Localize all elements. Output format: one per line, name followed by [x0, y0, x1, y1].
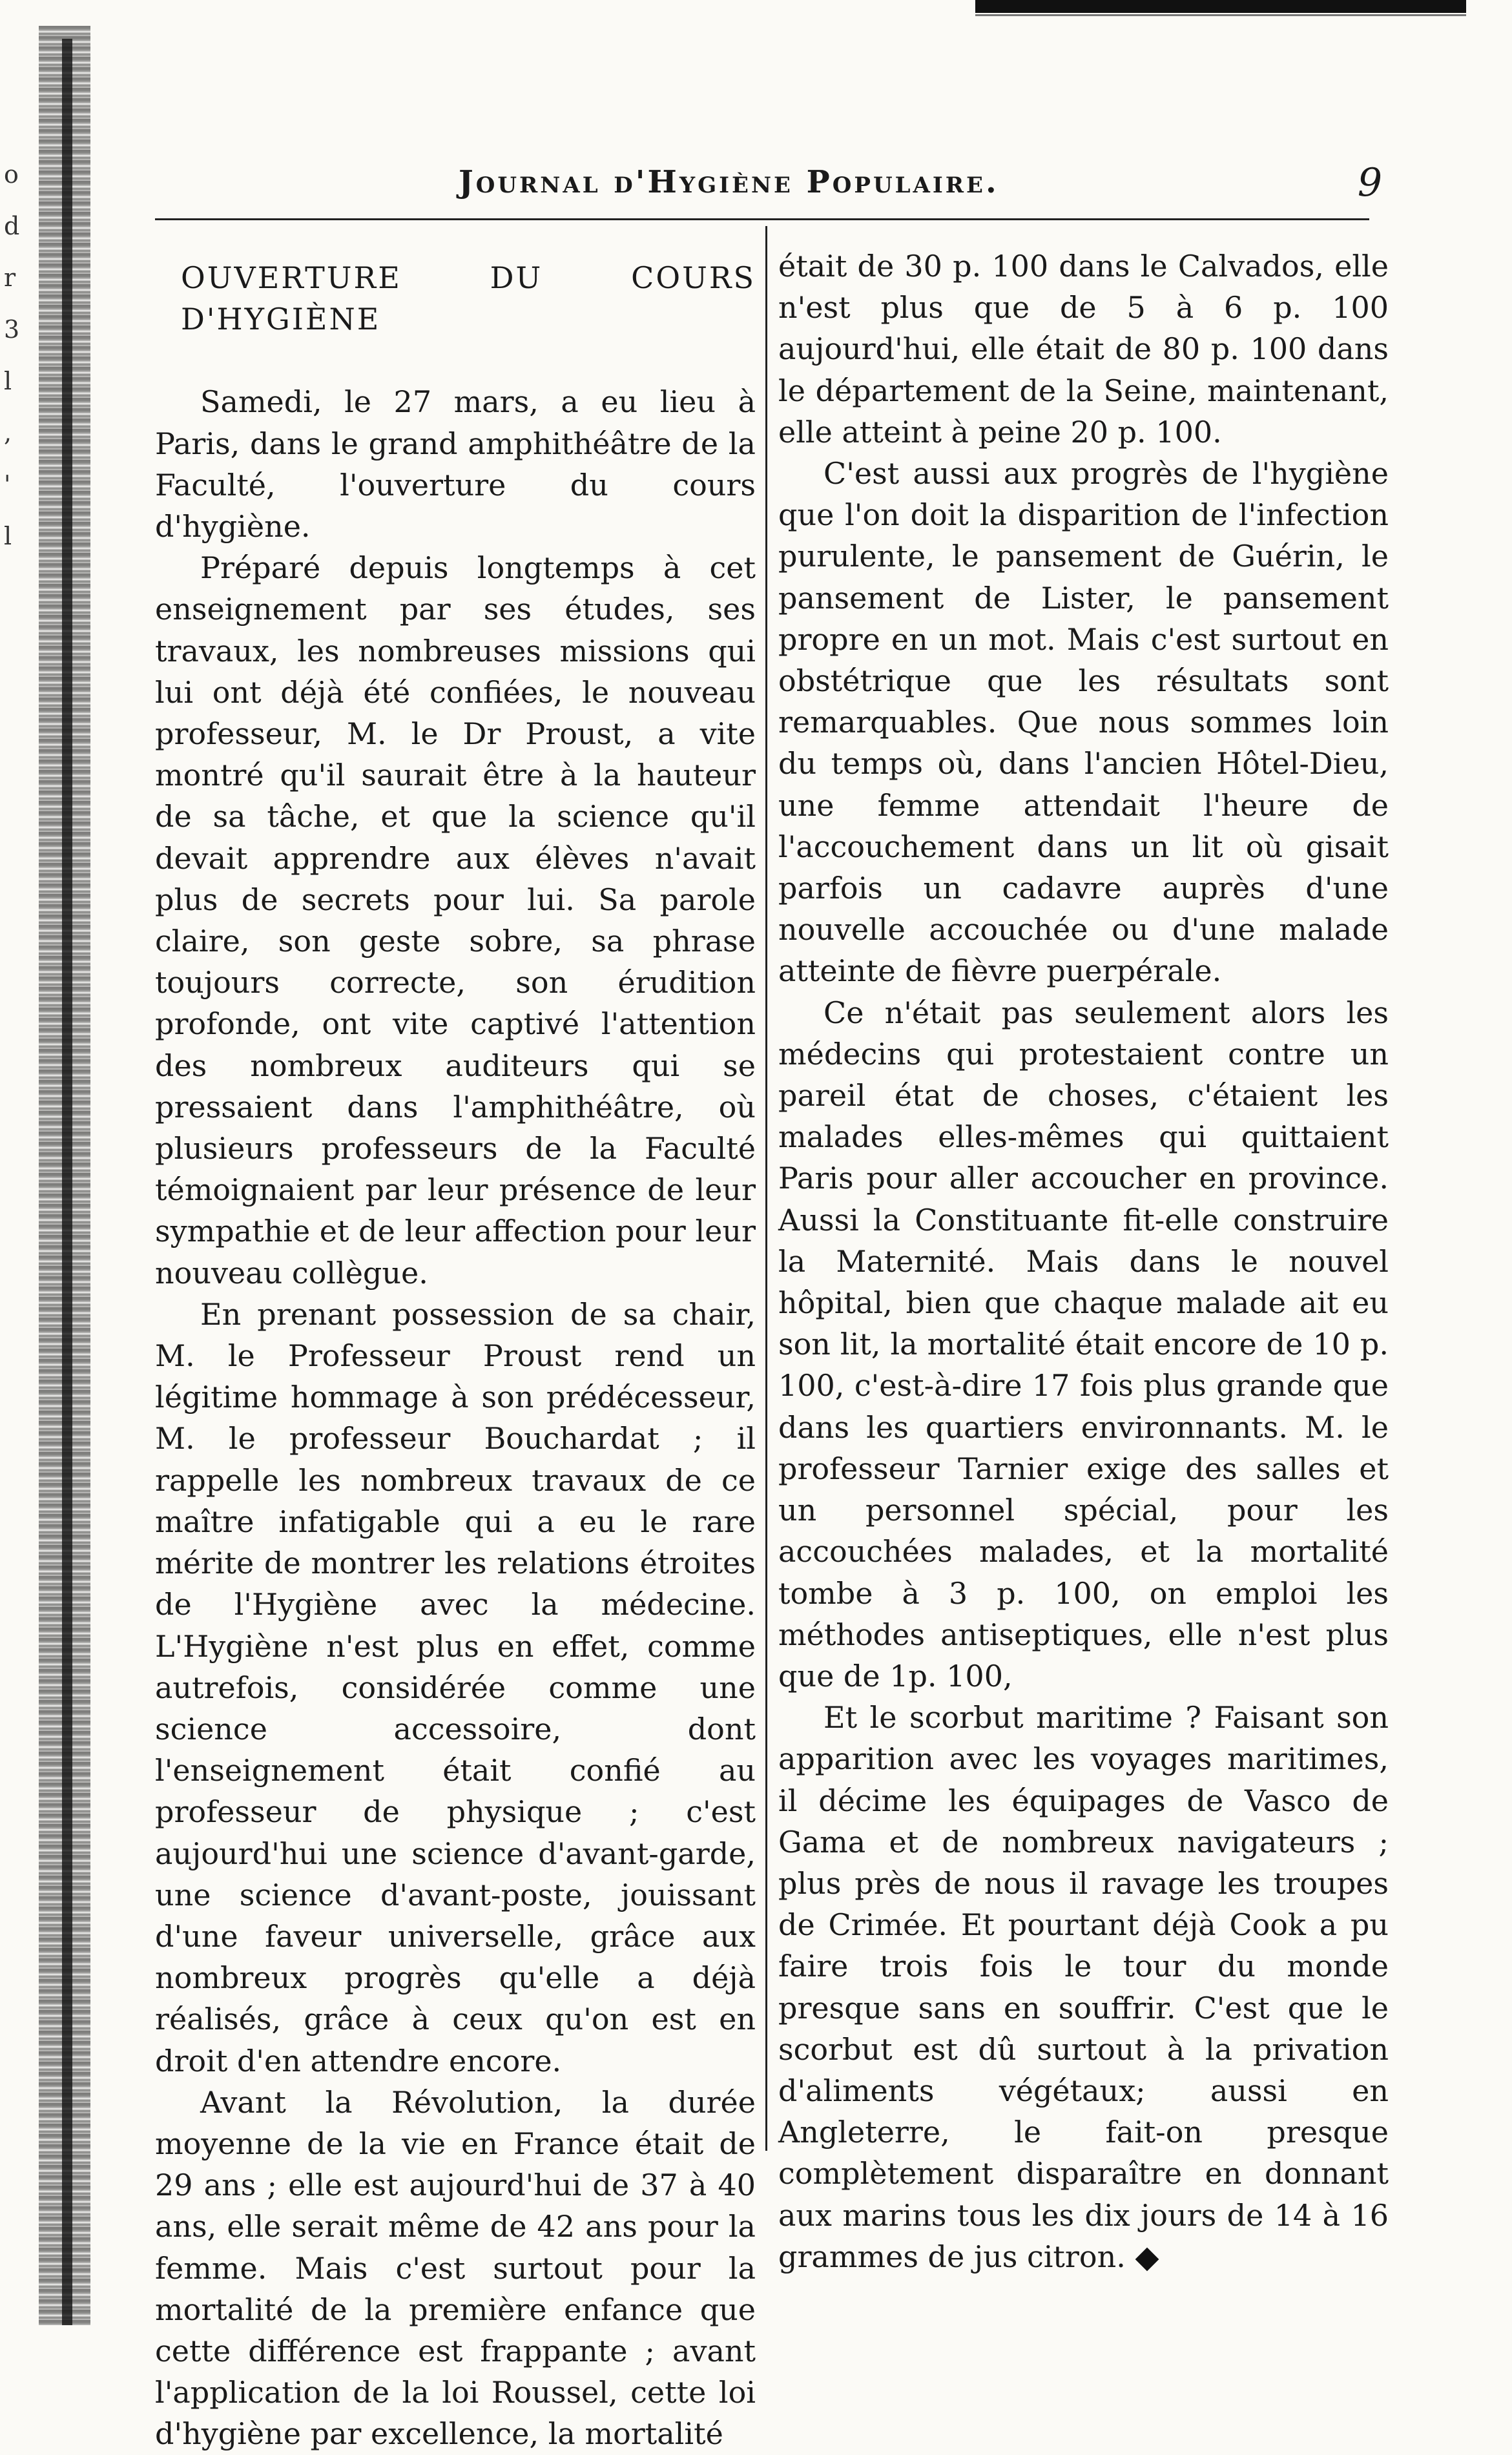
running-header [174, 160, 1389, 212]
paragraph: En prenant possession de sa chair, M. le Professeur Proust rend un légitime hommage à son prédécesseur, M. le professeur Bouchardat ; il rappelle les nombreux travaux de ce maître infatigable qui a eu le rare mérite de montrer les relations étroites de l'Hygiène avec la médecine. L'Hygiène n'est plus en effet, comme autrefois, considérée comme une science accessoire, dont l'enseignement était confié au professeur de physique ; c'est aujourd'hui une science d'avant-garde, une science d'avant-poste, jouissant d'une faveur universelle, grâce aux nombreux progrès qu'elle a déjà réalisés, grâce à ceux qu'on est en droit d'en attendre encore. [155, 1296, 756, 2078]
margin-mark: o [4, 160, 19, 189]
end-of-article-icon [1135, 2247, 1159, 2271]
right-column [778, 245, 1389, 2277]
scan-top-bar [975, 0, 1466, 13]
margin-mark: d [4, 212, 20, 240]
margin-mark: r [4, 264, 16, 292]
binding-edge-line [62, 39, 72, 2325]
header-rule [155, 218, 1369, 220]
margin-mark: l [4, 367, 12, 395]
paragraph-continuation: était de 30 p. 100 dans le Calvados, elle n'est plus que de 5 à 6 p. 100 aujourd'hui, elle était de 80 p. 100 dans le département de la Seine, maintenant, elle atteint à peine 20 p. 100. [778, 249, 1389, 450]
journal-title: Journal d'Hygiène Populaire. [459, 164, 999, 200]
paragraph: Samedi, le 27 mars, a eu lieu à Paris, dans le grand amphithéâtre de la Faculté, l'ouverture du cours d'hygiène. [155, 384, 756, 544]
margin-marks [4, 149, 19, 562]
column-divider [765, 226, 767, 2151]
paragraph: Préparé depuis longtemps à cet enseignement par ses études, ses travaux, les nombreuses missions qui lui ont déjà été confiées, le nouveau professeur, M. le Dr Proust, a vite montré qu'il saurait être à la hauteur de sa tâche, et que la science qu'il devait apprendre aux élèves n'avait plus de secrets pour lui. Sa parole claire, son geste sobre, sa phrase toujours correcte, son érudition profonde, ont vite captivé l'attention des nombreux auditeurs qui se pressaient dans l'amphithéâtre, où plusieurs professeurs de la Faculté témoignaient par leur présence de leur sympathie et de leur affection pour leur nouveau collègue. [155, 550, 756, 1290]
margin-mark: 3 [4, 315, 20, 344]
margin-mark: , [4, 419, 12, 447]
left-column [155, 245, 756, 2455]
paragraph: C'est aussi aux progrès de l'hygiène que l'on doit la disparition de l'infection purulente, le pansement de Guérin, le pansement de Lister, le pansement propre en un mot. Mais c'est surtout en obstétrique que les résultats sont remarquables. Que nous sommes loin du temps où, dans l'ancien Hôtel-Dieu, une femme attendait l'heure de l'accouchement dans un lit où gisait parfois un cadavre auprès d'une nouvelle accouchée ou d'une malade atteinte de fièvre puerpérale. [778, 456, 1389, 989]
scan-top-line [975, 14, 1466, 16]
margin-mark: ' [4, 470, 11, 499]
paragraph: Ce n'était pas seulement alors les médecins qui protestaient contre un pareil état de choses, c'étaient les malades elles-mêmes qui quittaient Paris pour aller accoucher en province. Aussi la Constituante fit-elle construire la Maternité. Mais dans le nouvel hôpital, bien que chaque malade ait eu son lit, la mortalité était encore de 10 p. 100, c'est-à-dire 17 fois plus grande que dans les quartiers environnants. M. le professeur Tarnier exige des salles et un personnel spécial, pour les accouchées malades, et la mortalité tombe à 3 p. 100, on emploi les méthodes antiseptiques, elle n'est plus que de 1p. 100, [778, 995, 1389, 1694]
article-heading: OUVERTURE DU COURS D'HYGIÈNE [181, 260, 756, 337]
paragraph-last [778, 1697, 1389, 2277]
paragraph-text: Et le scorbut maritime ? Faisant son apparition avec les voyages maritimes, il décime les équipages de Vasco de Gama et de nombreux navigateurs ; plus près de nous il ravage les troupes de Crimée. Et pourtant déjà Cook a pu faire trois fois le tour du monde presque sans en souffrir. C'est que le scorbut est dû surtout à la privation d'aliments végétaux; aussi en Angleterre, le fait-on presque complètement disparaître en donnant aux marins tous les dix jours de 14 à 16 grammes de jus citron. [778, 1700, 1389, 2274]
page-number: 9 [1357, 160, 1382, 205]
margin-mark: l [4, 522, 12, 550]
paragraph: Avant la Révolution, la durée moyenne de la vie en France était de 29 ans ; elle est aujourd'hui de 37 à 40 ans, elle serait même de 42 ans pour la femme. Mais c'est surtout pour la mortalité de la première enfance que cette différence est frappante ; avant l'application de la loi Roussel, cette loi d'hygiène par excellence, la mortalité [155, 2084, 756, 2452]
